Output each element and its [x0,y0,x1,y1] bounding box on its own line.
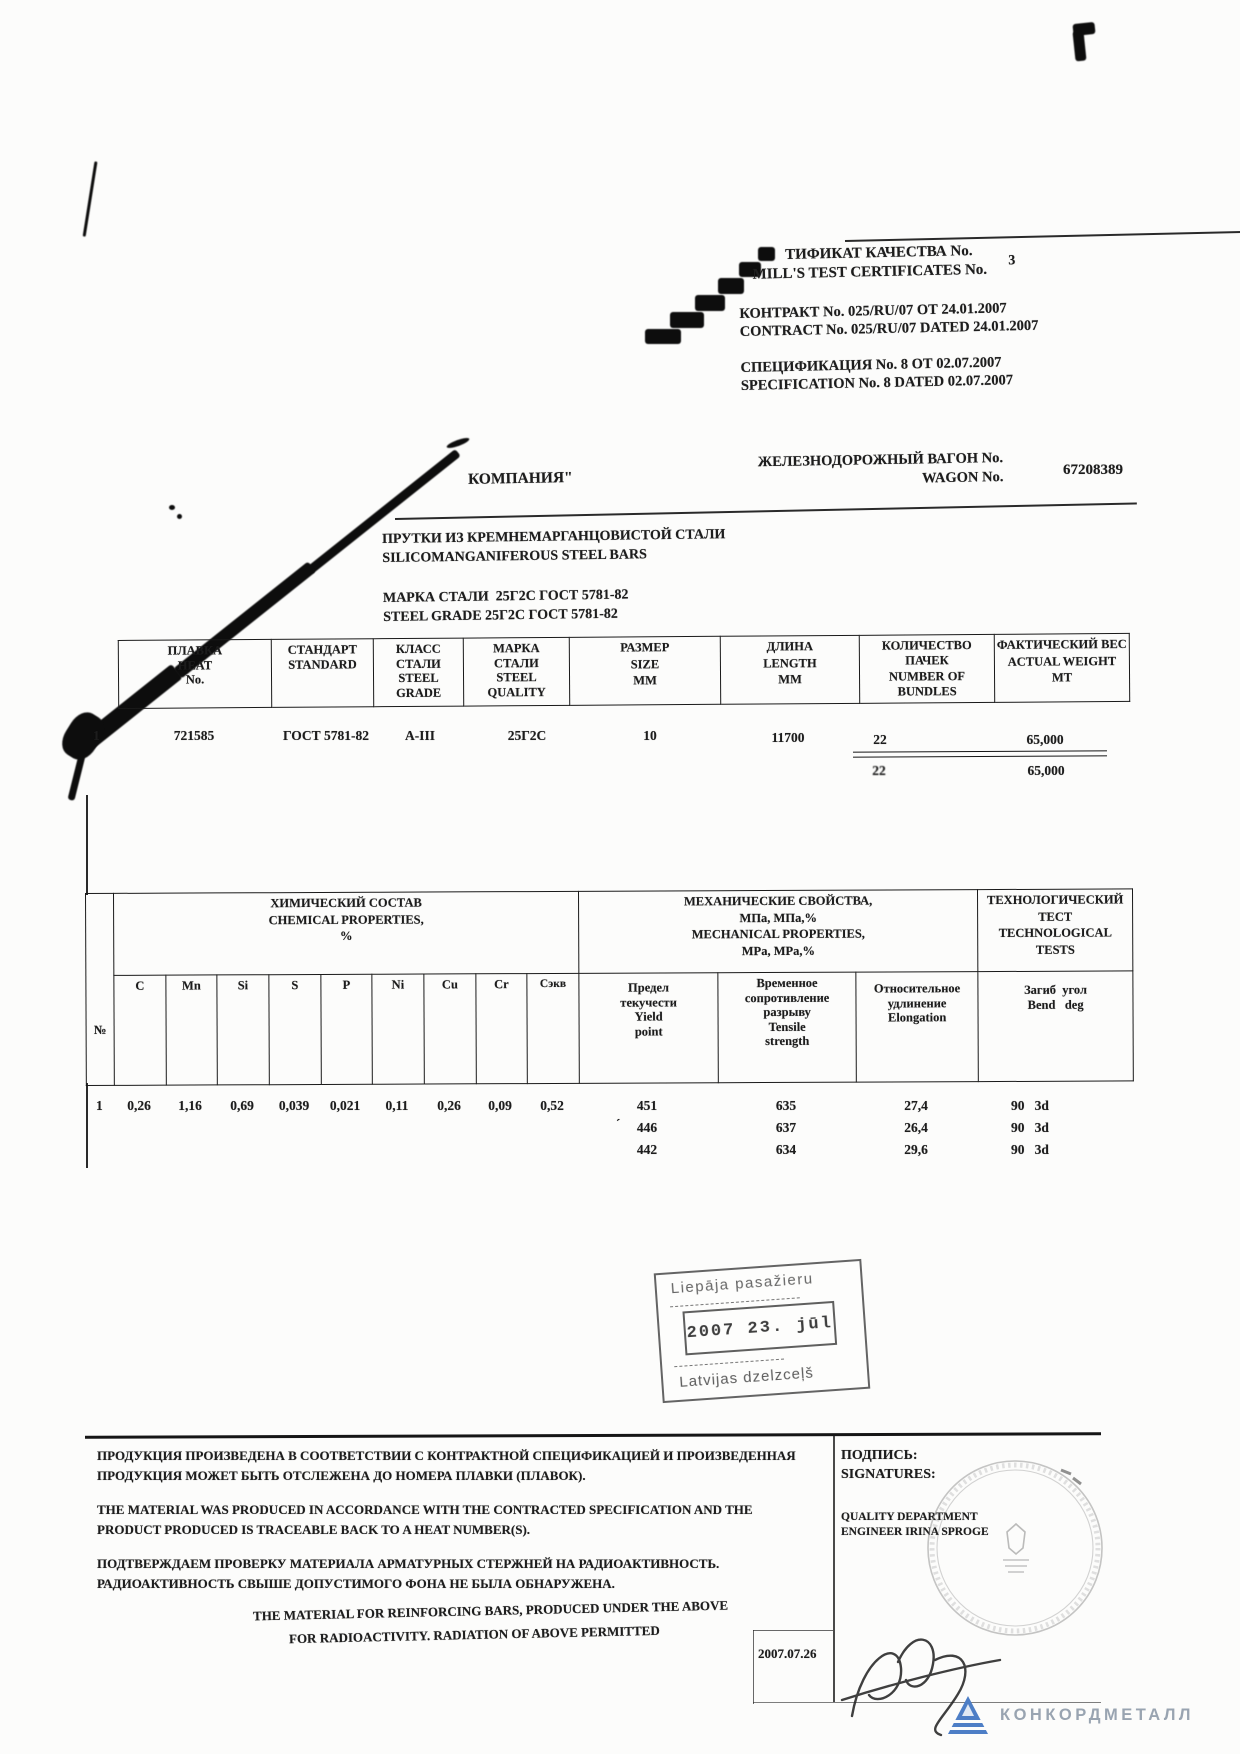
length-header-en: LENGTH [763,655,817,670]
signature-date: 2007.07.26 [758,1646,817,1661]
standard-value: ГОСТ 5781-82 [282,728,370,743]
chem-s-value: 0,039 [278,1098,310,1113]
properties-table-grid [85,888,1134,1086]
company-name-fragment: КОМПАНИЯ" [467,469,573,488]
elongation-value-1: 27,4 [904,1098,928,1113]
yield-value-3: 442 [636,1142,658,1157]
col-header-bundles [859,634,994,703]
date-box-top-line [753,1630,833,1631]
declaration-3-line-1: ПОДТВЕРЖДАЕМ ПРОВЕРКУ МАТЕРИАЛА АРМАТУРНЫХ СТЕРЖНЕЙ НА РАДИОАКТИВНОСТЬ. [97,1556,720,1571]
weight-header-en: ACTUAL WEIGHT [1007,653,1117,669]
tensile-strength-en: Tensile strength [765,1019,810,1049]
railway-stamp [654,1259,871,1403]
mechanical-group-en: MECHANICAL PROPERTIES, [691,926,865,942]
chem-c-value: 0,26 [127,1098,151,1113]
chemical-group-header [114,891,579,975]
weight-header-unit: МТ [1051,670,1073,685]
col-header-steel-class [373,638,463,707]
steel-class-header-ru: КЛАСС СТАЛИ [395,641,441,671]
yield-point-ru: Предел текучести [620,980,677,1010]
specification-line-en: SPECIFICATION No. 8 DATED 02.07.2007 [740,372,1014,394]
stamp-dash-bottom [674,1359,784,1368]
element-cu: Cu [441,977,458,992]
steel-quality-header-en: STEEL QUALITY [487,670,546,699]
declaration-1-line-1: ПРОДУКЦИЯ ПРОИЗВЕДЕНА В СООТВЕТСТВИИ С КОНТРАКТНОЙ СПЕЦИФИКАЦИЕЙ И ПРОИЗВЕДЕННАЯ [97,1448,796,1463]
stamp-line1: Liepāja pasažieru [670,1270,815,1298]
element-header-mn [166,975,217,1085]
elongation-ru: Относительное удлинение [873,981,961,1010]
chem-cu-value: 0,26 [437,1098,461,1113]
length-header-ru: ДЛИНА [766,639,814,654]
scan-streak-tail [67,755,85,801]
length-value: 11700 [771,730,805,745]
logo-text: КОНКОРДМЕТАЛЛ [1000,1705,1195,1724]
signature-engineer: ENGINEER IRINA SPROGE [841,1526,989,1538]
steel-quality-value: 25Г2С [507,728,547,743]
technological-group-header [978,889,1133,972]
properties-left-border-extension-bottom [86,1083,88,1168]
element-cr: Cr [494,977,509,992]
element-ceq: Сэкв [539,977,567,991]
declaration-1-line-2: ПРОДУКЦИЯ МОЖЕТ БЫТЬ ОТСЛЕЖЕНА ДО НОМЕРА ПЛАВКИ (ПЛАВОК). [97,1468,586,1483]
bend-value-3: 90 3d [1011,1142,1049,1157]
size-header-en: SIZE [630,656,660,671]
tensile-value-1: 635 [775,1098,797,1113]
properties-table [85,888,1134,1086]
steel-grade-ru: МАРКА СТАЛИ 25Г2С ГОСТ 5781-82 [382,587,629,606]
bend-header [978,971,1133,1082]
scan-scratch-topleft [83,161,98,237]
bend-value-2: 90 3d [1011,1120,1049,1135]
stair-mark-4 [695,295,725,311]
col-header-standard [271,639,373,708]
certificate-header-block [738,238,1218,394]
declaration-2-line-1: THE MATERIAL WAS PRODUCED IN ACCORDANCE WITH THE CONTRACTED SPECIFICATION AND THE [97,1502,753,1517]
declaration-4-line-2: FOR RADIOACTIVITY. RADIATION OF ABOVE PERMITTED [288,1622,660,1647]
element-header-ni [372,974,424,1084]
col-header-steel-quality [463,637,569,706]
heat-header-en: HEAT [177,657,213,673]
contract-line-en: CONTRACT No. 025/RU/07 DATED 24.01.2007 [739,317,1039,340]
element-header-c [114,975,166,1085]
size-header-unit: ММ [633,673,657,688]
steel-quality-header-ru: МАРКА СТАЛИ [492,641,540,670]
element-ni: Ni [391,977,405,992]
bend-en: Bend deg [1027,997,1084,1012]
chemical-group-unit: % [339,928,353,943]
signature-department: QUALITY DEPARTMENT [841,1511,978,1523]
product-name-en: SILICOMANGANIFEROUS STEEL BARS [382,547,647,566]
no-label: № [93,1022,107,1037]
stair-mark-5 [670,312,704,328]
mechanical-group-ru: МЕХАНИЧЕСКИЕ СВОЙСТВА, [683,893,873,909]
bend-ru: Загиб угол [1024,982,1088,997]
certificate-title-en: MILL'S TEST CERTIFICATES No. [752,261,988,283]
signature-label-en: SIGNATURES: [841,1467,936,1482]
element-header-ceq [527,973,580,1083]
stamp-line2: Latvijas dzelzceļš [678,1364,815,1391]
footer-top-rule [85,1432,1101,1438]
tensile-strength-header [718,972,856,1083]
row-no: 1 [93,728,100,743]
weight-value: 65,000 [1026,732,1064,747]
chemical-group-en: CHEMICAL PROPERTIES, [268,912,424,927]
heat-header-unit: No. [185,672,205,687]
declaration-2-line-2: PRODUCT PRODUCED IS TRACEABLE BACK TO A HEAT NUMBER(S). [97,1522,531,1537]
wagon-label-ru: ЖЕЛЕЗНОДОРОЖНЫЙ ВАГОН No. [757,450,1004,471]
properties-left-border-extension-top [86,795,88,895]
element-si: Si [237,978,249,993]
scan-dot-2 [177,514,182,519]
bend-value-1: 90 3d [1011,1098,1049,1113]
technological-group-ru: ТЕХНОЛОГИЧЕСКИЙ [986,892,1124,908]
bundles-table [118,633,1130,709]
page-edge-line-mid [395,502,1137,520]
chem-p-value: 0,021 [329,1098,361,1113]
element-c: C [135,978,145,993]
product-name-ru: ПРУТКИ ИЗ КРЕМНЕМАРГАНЦОВИСТОЙ СТАЛИ [382,527,726,547]
element-header-s [269,974,321,1084]
elongation-value-2: 26,4 [904,1120,928,1135]
stair-mark-1 [758,247,775,261]
stamp-date-box [682,1301,837,1355]
total-bundles-value: 22 [872,763,886,778]
wagon-number: 67208389 [1063,462,1123,478]
total-weight-value: 65,000 [1027,763,1065,778]
element-s: S [291,978,299,993]
col-header-weight [994,633,1129,702]
technological-group-en: TECHNOLOGICAL [998,925,1112,941]
bundles-value: 22 [873,732,887,747]
weight-header-ru: ФАКТИЧЕСКИЙ ВЕС [996,636,1127,652]
chemical-group-ru: ХИМИЧЕСКИЙ СОСТАВ [270,895,422,911]
steel-class-header-en: STEEL GRADE [396,670,442,700]
yield-value-2: 446 [636,1120,658,1135]
chem-mn-value: 1,16 [178,1098,202,1113]
element-header-cr [476,974,527,1084]
signature-label-ru: ПОДПИСЬ: [841,1448,918,1463]
chem-ni-value: 0,11 [385,1098,409,1113]
mechanical-group-header [579,890,978,974]
stair-mark-6 [645,329,681,344]
technological-group-ru2: ТЕСТ [1038,909,1073,924]
heat-no-value: 721585 [173,728,215,743]
yield-point-header [579,973,718,1084]
tensile-value-2: 637 [775,1120,797,1135]
yield-point-en: Yield point [634,1009,663,1039]
no-column-header [86,893,115,1085]
elongation-header [856,972,978,1083]
tensile-value-3: 634 [775,1142,797,1157]
scan-dot-1 [169,505,175,510]
length-header-unit: ММ [778,672,802,687]
steel-grade-en: STEEL GRADE 25Г2С ГОСТ 5781-82 [383,606,618,625]
bundles-table-grid [118,633,1130,709]
certificate-number: 3 [1008,253,1016,269]
elongation-en: Elongation [887,1010,947,1025]
chem-cr-value: 0,09 [488,1098,512,1113]
contract-line-ru: КОНТРАКТ No. 025/RU/07 ОТ 24.01.2007 [739,300,1007,322]
stamp-date: 2007 23. jūl [686,1313,834,1343]
totals-double-rule [853,750,1107,757]
product-block [382,527,727,626]
stray-apostrophe-mark: ´ [616,1116,621,1131]
technological-group-en2: TESTS [1035,942,1075,957]
chem-ceq-value: 0,52 [540,1098,564,1113]
date-box-left-line [753,1630,754,1704]
scan-streak-hook [446,436,471,450]
properties-row-no: 1 [96,1098,103,1113]
standard-header-en: STANDARD [288,656,357,672]
corner-mark-side [1072,31,1086,62]
element-header-si [217,975,269,1085]
yield-value-1: 451 [636,1098,658,1113]
element-p: P [342,977,351,992]
footer-declarations [97,1448,827,1592]
elongation-value-3: 29,6 [904,1142,928,1157]
bundles-header-en: NUMBER OF BUNDLES [888,669,966,699]
element-mn: Mn [181,978,201,993]
steel-class-value: А-III [404,728,436,743]
logo-triangle-icon [948,1696,988,1734]
company-logo [948,1696,1194,1734]
chem-si-value: 0,69 [230,1098,254,1113]
bundles-header-ru: КОЛИЧЕСТВО ПАЧЕК [881,638,972,668]
col-header-size [569,636,720,705]
mechanical-group-unit-ru: МПа, МПа,% [739,910,817,925]
col-header-heat [118,639,271,708]
declaration-3-line-2: РАДИОАКТИВНОСТЬ СВЫШЕ ДОПУСТИМОГО ФОНА НЕ БЫЛА ОБНАРУЖЕНА. [97,1576,615,1591]
element-header-p [321,974,372,1084]
declaration-4-line-1: THE MATERIAL FOR REINFORCING BARS, PRODUCED UNDER THE ABOVE [252,1597,729,1624]
specification-line-ru: СПЕЦИФИКАЦИЯ No. 8 ОТ 02.07.2007 [740,354,1002,376]
element-header-cu [424,974,476,1084]
col-header-length [720,635,859,704]
mechanical-group-unit-en: MPa, MPa,% [741,943,816,958]
certificate-title-ru: ТИФИКАТ КАЧЕСТВА No. [784,243,973,264]
stair-mark-3 [718,278,744,294]
wagon-label-en: WAGON No. [921,469,1004,487]
page-edge-line-top [845,231,1240,242]
wagon-block [718,450,1004,491]
size-header-ru: РАЗМЕР [620,640,670,655]
size-value: 10 [643,728,657,743]
standard-header-ru: СТАНДАРТ [287,642,358,657]
tensile-strength-ru: Временное сопротивление разрыву [744,975,830,1020]
heat-header-ru: ПЛАВКА [167,643,223,658]
